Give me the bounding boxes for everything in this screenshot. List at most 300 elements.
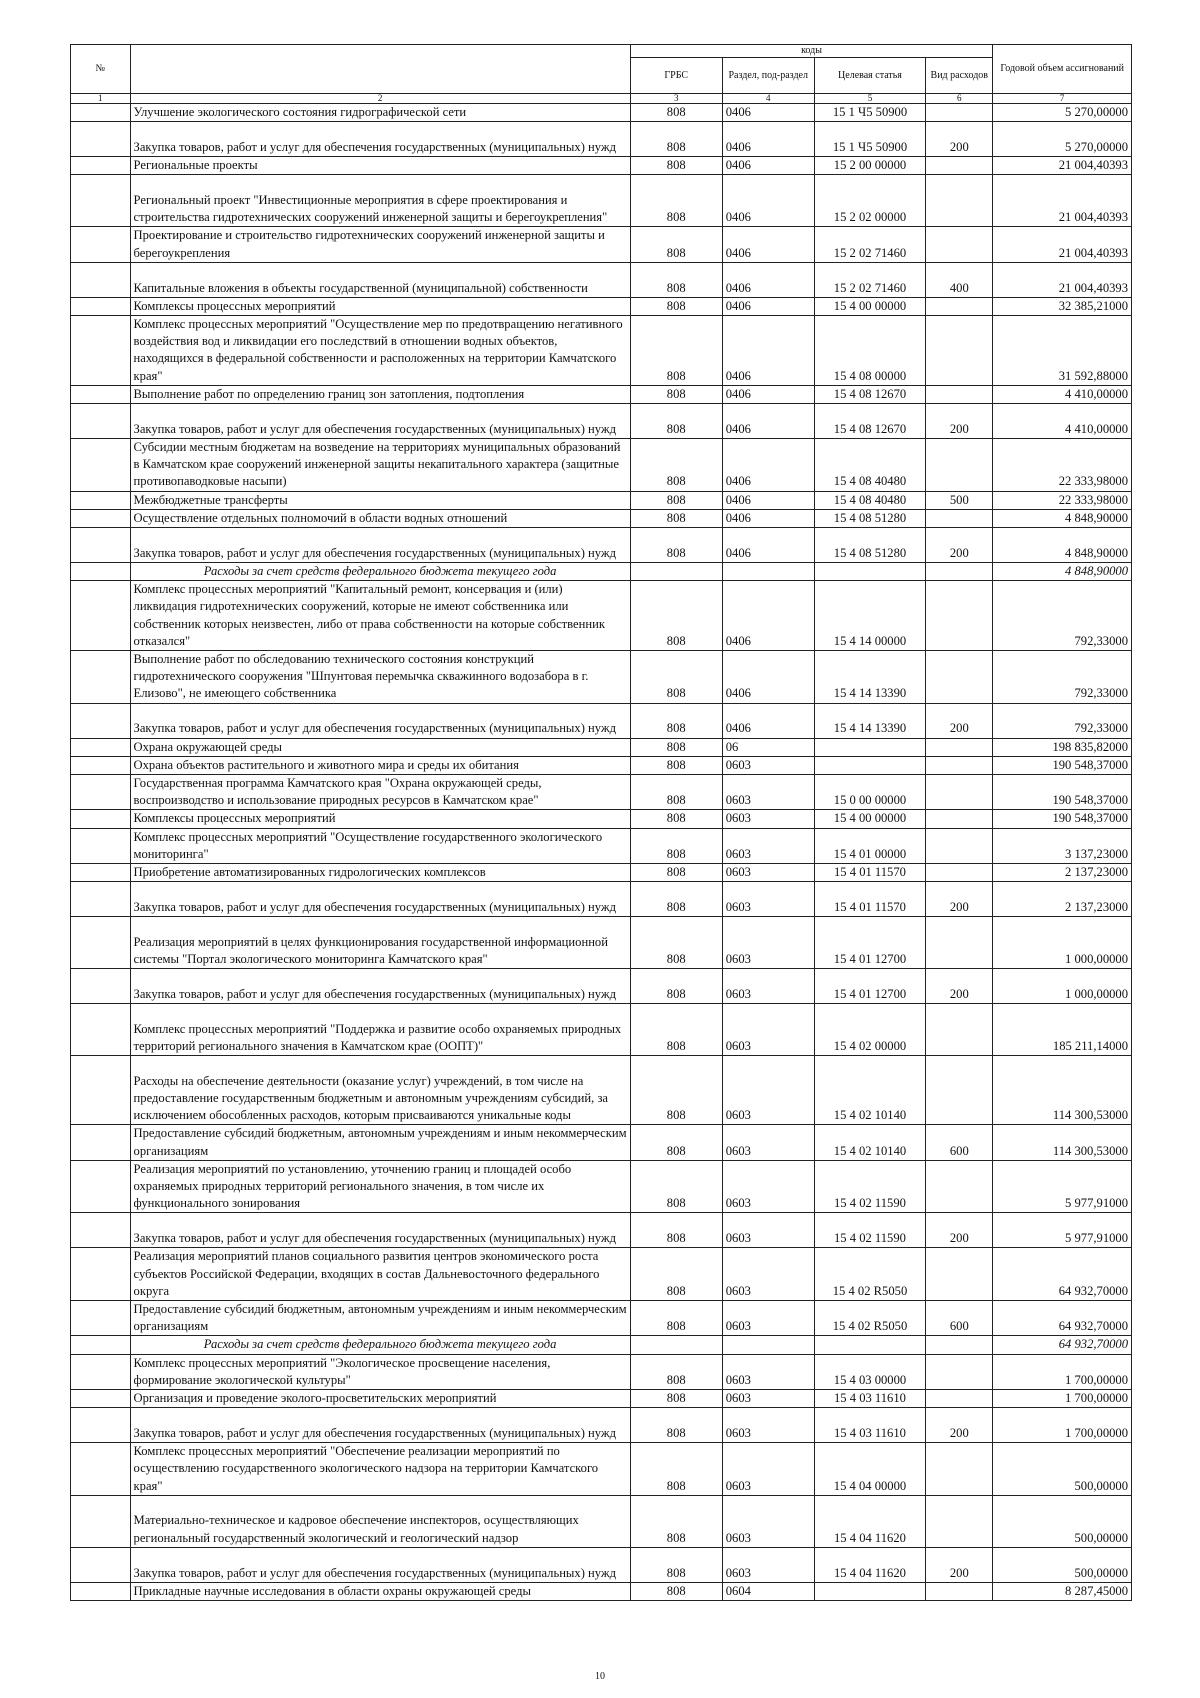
row-amount: 1 700,00000 <box>993 1354 1132 1389</box>
row-expense-type <box>926 1004 993 1056</box>
row-grbs: 808 <box>630 439 722 492</box>
row-razdel: 0406 <box>722 491 814 509</box>
row-description: Расходы на обеспечение деятельности (оказание услуг) учреждений, в том числе на предоставление государственным бюджетным и автономным учреждениям субсидий, за исключением обособленных расходов, которым присваиваются уникальные коды <box>130 1056 630 1125</box>
row-amount: 22 333,98000 <box>993 491 1132 509</box>
row-expense-type <box>926 1056 993 1125</box>
row-expense-type <box>926 563 993 581</box>
col-number: 1 <box>71 94 131 104</box>
row-razdel: 0603 <box>722 1547 814 1582</box>
row-razdel: 0603 <box>722 917 814 969</box>
row-expense-type <box>926 1336 993 1354</box>
row-amount: 21 004,40393 <box>993 227 1132 262</box>
row-number-cell <box>71 1248 131 1301</box>
row-expense-type <box>926 1248 993 1301</box>
row-razdel: 0603 <box>722 756 814 774</box>
row-description: Комплексы процессных мероприятий <box>130 810 630 828</box>
row-expense-type: 200 <box>926 404 993 439</box>
row-amount: 4 410,00000 <box>993 404 1132 439</box>
row-razdel: 0603 <box>722 882 814 917</box>
row-number-cell <box>71 1125 131 1160</box>
row-target-article: 15 1 Ч5 50900 <box>814 104 926 122</box>
table-row <box>71 1004 1132 1056</box>
row-amount: 21 004,40393 <box>993 175 1132 227</box>
page-number: 10 <box>595 1671 605 1682</box>
row-razdel: 0406 <box>722 385 814 403</box>
row-description: Расходы за счет средств федерального бюджета текущего года <box>130 563 630 581</box>
row-razdel: 0604 <box>722 1582 814 1600</box>
row-number-cell <box>71 1336 131 1354</box>
row-target-article: 15 4 08 00000 <box>814 316 926 386</box>
col-number: 3 <box>630 94 722 104</box>
row-description: Комплекс процессных мероприятий "Обеспечение реализации мероприятий по осуществлению государственного экологического надзора на территории Камчатского края" <box>130 1443 630 1496</box>
row-amount: 5 270,00000 <box>993 104 1132 122</box>
col-number: 7 <box>993 94 1132 104</box>
row-target-article: 15 4 02 10140 <box>814 1125 926 1160</box>
row-target-article: 15 4 02 11590 <box>814 1160 926 1213</box>
row-number-cell <box>71 1004 131 1056</box>
table-row <box>71 1160 1132 1213</box>
row-amount: 3 137,23000 <box>993 828 1132 863</box>
row-amount: 1 700,00000 <box>993 1389 1132 1407</box>
row-expense-type: 600 <box>926 1300 993 1335</box>
row-amount: 792,33000 <box>993 581 1132 651</box>
row-target-article: 15 4 00 00000 <box>814 810 926 828</box>
table-row <box>71 882 1132 917</box>
row-grbs: 808 <box>630 1354 722 1389</box>
row-target-article: 15 4 08 40480 <box>814 439 926 492</box>
row-expense-type <box>926 509 993 527</box>
row-grbs: 808 <box>630 703 722 738</box>
row-grbs: 808 <box>630 404 722 439</box>
table-row <box>71 1495 1132 1547</box>
row-grbs: 808 <box>630 810 722 828</box>
row-number-cell <box>71 104 131 122</box>
row-amount: 190 548,37000 <box>993 775 1132 810</box>
row-number-cell <box>71 810 131 828</box>
row-description: Осуществление отдельных полномочий в области водных отношений <box>130 509 630 527</box>
row-description: Реализация мероприятий в целях функционирования государственной информационной системы "Портал экологического мониторинга Камчатского края" <box>130 917 630 969</box>
row-number-cell <box>71 1389 131 1407</box>
row-razdel: 0603 <box>722 1213 814 1248</box>
row-amount: 1 000,00000 <box>993 917 1132 969</box>
row-expense-type: 200 <box>926 703 993 738</box>
row-expense-type: 200 <box>926 1547 993 1582</box>
row-expense-type <box>926 1495 993 1547</box>
row-description: Межбюджетные трансферты <box>130 491 630 509</box>
row-grbs: 808 <box>630 1582 722 1600</box>
row-amount: 1 000,00000 <box>993 969 1132 1004</box>
row-grbs: 808 <box>630 1213 722 1248</box>
row-number-cell <box>71 1056 131 1125</box>
row-number-cell <box>71 917 131 969</box>
row-grbs: 808 <box>630 1248 722 1301</box>
row-grbs: 808 <box>630 316 722 386</box>
col-number: 4 <box>722 94 814 104</box>
table-row <box>71 828 1132 863</box>
row-number-cell <box>71 1495 131 1547</box>
row-target-article <box>814 738 926 756</box>
table-row <box>71 385 1132 403</box>
row-number-cell <box>71 775 131 810</box>
header-number: № <box>71 45 131 94</box>
row-amount: 64 932,70000 <box>993 1300 1132 1335</box>
row-amount: 500,00000 <box>993 1495 1132 1547</box>
row-amount: 8 287,45000 <box>993 1582 1132 1600</box>
row-grbs <box>630 563 722 581</box>
row-number-cell <box>71 581 131 651</box>
table-row <box>71 1056 1132 1125</box>
row-number-cell <box>71 828 131 863</box>
row-number-cell <box>71 1582 131 1600</box>
row-target-article: 15 4 04 11620 <box>814 1547 926 1582</box>
row-grbs: 808 <box>630 969 722 1004</box>
row-target-article: 15 4 02 R5050 <box>814 1300 926 1335</box>
row-target-article: 15 4 08 12670 <box>814 404 926 439</box>
table-row <box>71 651 1132 704</box>
row-expense-type: 200 <box>926 1213 993 1248</box>
row-expense-type <box>926 738 993 756</box>
row-amount: 5 977,91000 <box>993 1213 1132 1248</box>
row-razdel: 0406 <box>722 297 814 315</box>
row-expense-type <box>926 864 993 882</box>
table-row <box>71 969 1132 1004</box>
row-razdel: 0603 <box>722 810 814 828</box>
row-expense-type <box>926 104 993 122</box>
row-grbs: 808 <box>630 1125 722 1160</box>
table-row <box>71 1547 1132 1582</box>
row-description: Закупка товаров, работ и услуг для обеспечения государственных (муниципальных) нужд <box>130 1547 630 1582</box>
header-grbs: ГРБС <box>630 58 722 94</box>
row-razdel: 0406 <box>722 122 814 157</box>
row-description: Государственная программа Камчатского края "Охрана окружающей среды, воспроизводство и использование природных ресурсов в Камчатском крае" <box>130 775 630 810</box>
row-target-article: 15 4 02 00000 <box>814 1004 926 1056</box>
row-grbs: 808 <box>630 491 722 509</box>
row-razdel: 0406 <box>722 316 814 386</box>
row-number-cell <box>71 385 131 403</box>
row-number-cell <box>71 491 131 509</box>
row-razdel: 0603 <box>722 969 814 1004</box>
row-razdel: 0406 <box>722 703 814 738</box>
row-grbs: 808 <box>630 1300 722 1335</box>
table-row <box>71 528 1132 563</box>
table-row <box>71 581 1132 651</box>
row-target-article: 15 4 14 13390 <box>814 651 926 704</box>
row-razdel: 0406 <box>722 227 814 262</box>
row-description: Выполнение работ по обследованию технического состояния конструкций гидротехнического сооружения "Шпунтовая перемычка скважинного водозабора в г. Елизово", не имеющего собственника <box>130 651 630 704</box>
row-description: Комплекс процессных мероприятий "Экологическое просвещение населения, формирование экологической культуры" <box>130 1354 630 1389</box>
row-amount: 32 385,21000 <box>993 297 1132 315</box>
row-expense-type <box>926 775 993 810</box>
row-razdel: 0406 <box>722 175 814 227</box>
row-amount: 792,33000 <box>993 651 1132 704</box>
table-row <box>71 703 1132 738</box>
row-razdel: 0406 <box>722 157 814 175</box>
row-target-article: 15 4 04 11620 <box>814 1495 926 1547</box>
row-razdel: 0603 <box>722 1125 814 1160</box>
row-razdel: 0406 <box>722 104 814 122</box>
row-expense-type: 200 <box>926 528 993 563</box>
row-amount: 190 548,37000 <box>993 756 1132 774</box>
row-expense-type <box>926 917 993 969</box>
row-expense-type <box>926 1582 993 1600</box>
row-grbs: 808 <box>630 738 722 756</box>
row-expense-type <box>926 227 993 262</box>
row-expense-type: 600 <box>926 1125 993 1160</box>
row-target-article: 15 4 14 00000 <box>814 581 926 651</box>
row-target-article: 15 2 02 00000 <box>814 175 926 227</box>
row-amount: 4 848,90000 <box>993 563 1132 581</box>
row-razdel: 0603 <box>722 1160 814 1213</box>
header-codes: коды <box>630 45 993 58</box>
row-grbs: 808 <box>630 297 722 315</box>
row-number-cell <box>71 262 131 297</box>
row-target-article <box>814 1582 926 1600</box>
row-razdel: 0603 <box>722 1443 814 1496</box>
row-grbs: 808 <box>630 1004 722 1056</box>
table-row <box>71 917 1132 969</box>
row-number-cell <box>71 651 131 704</box>
row-number-cell <box>71 439 131 492</box>
table-row <box>71 122 1132 157</box>
row-number-cell <box>71 297 131 315</box>
row-expense-type: 200 <box>926 122 993 157</box>
row-number-cell <box>71 509 131 527</box>
header-csr: Целевая статья <box>814 58 926 94</box>
row-amount: 31 592,88000 <box>993 316 1132 386</box>
table-row <box>71 297 1132 315</box>
row-target-article: 15 2 02 71460 <box>814 262 926 297</box>
row-number-cell <box>71 738 131 756</box>
row-expense-type <box>926 175 993 227</box>
row-amount: 4 848,90000 <box>993 528 1132 563</box>
row-number-cell <box>71 1408 131 1443</box>
row-expense-type: 500 <box>926 491 993 509</box>
row-amount: 64 932,70000 <box>993 1248 1132 1301</box>
row-target-article <box>814 1336 926 1354</box>
row-description: Региональный проект "Инвестиционные мероприятия в сфере проектирования и строительства гидротехнических сооружений инженерной защиты и берегоукрепления" <box>130 175 630 227</box>
row-target-article: 15 4 02 10140 <box>814 1056 926 1125</box>
row-description: Выполнение работ по определению границ зон затопления, подтопления <box>130 385 630 403</box>
row-target-article: 15 4 04 00000 <box>814 1443 926 1496</box>
row-grbs: 808 <box>630 828 722 863</box>
row-target-article: 15 2 00 00000 <box>814 157 926 175</box>
row-target-article: 15 2 02 71460 <box>814 227 926 262</box>
table-row <box>71 1354 1132 1389</box>
row-amount: 1 700,00000 <box>993 1408 1132 1443</box>
row-grbs: 808 <box>630 1056 722 1125</box>
row-amount: 114 300,53000 <box>993 1056 1132 1125</box>
row-number-cell <box>71 175 131 227</box>
row-grbs: 808 <box>630 864 722 882</box>
row-description: Комплекс процессных мероприятий "Осуществление государственного экологического мониторинга" <box>130 828 630 863</box>
table-row <box>71 738 1132 756</box>
row-expense-type <box>926 297 993 315</box>
row-target-article: 15 0 00 00000 <box>814 775 926 810</box>
row-expense-type <box>926 439 993 492</box>
row-amount: 2 137,23000 <box>993 882 1132 917</box>
row-grbs: 808 <box>630 581 722 651</box>
row-number-cell <box>71 404 131 439</box>
row-number-cell <box>71 1547 131 1582</box>
row-razdel: 0406 <box>722 581 814 651</box>
row-expense-type <box>926 810 993 828</box>
table-row <box>71 316 1132 386</box>
row-grbs: 808 <box>630 122 722 157</box>
table-row <box>71 775 1132 810</box>
row-razdel: 0406 <box>722 509 814 527</box>
row-description: Субсидии местным бюджетам на возведение на территориях муниципальных образований в Камчатском крае сооружений инженерной защиты некапитального характера (защитные противопаводковые насыпи) <box>130 439 630 492</box>
row-description: Закупка товаров, работ и услуг для обеспечения государственных (муниципальных) нужд <box>130 1213 630 1248</box>
row-razdel: 0406 <box>722 439 814 492</box>
row-razdel: 0603 <box>722 775 814 810</box>
table-row <box>71 1248 1132 1301</box>
row-expense-type <box>926 1443 993 1496</box>
row-expense-type <box>926 1389 993 1407</box>
row-description: Предоставление субсидий бюджетным, автономным учреждениям и иным некоммерческим организациям <box>130 1125 630 1160</box>
row-description: Реализация мероприятий по установлению, уточнению границ и площадей особо охраняемых природных территорий регионального значения, в том числе их функционального зонирования <box>130 1160 630 1213</box>
row-description: Охрана окружающей среды <box>130 738 630 756</box>
row-description: Закупка товаров, работ и услуг для обеспечения государственных (муниципальных) нужд <box>130 703 630 738</box>
row-target-article: 15 4 14 13390 <box>814 703 926 738</box>
column-number-row <box>71 94 1132 104</box>
row-razdel: 0603 <box>722 1354 814 1389</box>
row-razdel: 0603 <box>722 1389 814 1407</box>
table-body <box>71 104 1132 1601</box>
row-expense-type: 400 <box>926 262 993 297</box>
row-description: Проектирование и строительство гидротехнических сооружений инженерной защиты и берегоукрепления <box>130 227 630 262</box>
row-grbs: 808 <box>630 1443 722 1496</box>
table-row <box>71 810 1132 828</box>
row-target-article: 15 4 00 00000 <box>814 297 926 315</box>
row-target-article <box>814 563 926 581</box>
row-description: Комплекс процессных мероприятий "Поддержка и развитие особо охраняемых природных территорий регионального значения в Камчатском крае (ООПТ)" <box>130 1004 630 1056</box>
row-grbs: 808 <box>630 917 722 969</box>
table-row <box>71 509 1132 527</box>
row-target-article: 15 4 01 11570 <box>814 864 926 882</box>
row-amount: 198 835,82000 <box>993 738 1132 756</box>
row-expense-type <box>926 1354 993 1389</box>
row-description: Расходы за счет средств федерального бюджета текущего года <box>130 1336 630 1354</box>
row-grbs: 808 <box>630 651 722 704</box>
row-amount: 5 977,91000 <box>993 1160 1132 1213</box>
row-target-article: 15 4 02 R5050 <box>814 1248 926 1301</box>
row-amount: 500,00000 <box>993 1443 1132 1496</box>
row-grbs: 808 <box>630 1495 722 1547</box>
row-razdel: 0603 <box>722 864 814 882</box>
row-expense-type: 200 <box>926 1408 993 1443</box>
row-razdel: 0603 <box>722 1495 814 1547</box>
row-razdel: 0406 <box>722 528 814 563</box>
table-row <box>71 864 1132 882</box>
row-grbs: 808 <box>630 1389 722 1407</box>
row-description: Реализация мероприятий планов социального развития центров экономического роста субъектов Российской Федерации, входящих в состав Дальневосточного федерального округа <box>130 1248 630 1301</box>
row-number-cell <box>71 756 131 774</box>
table-row <box>71 1213 1132 1248</box>
row-description: Закупка товаров, работ и услуг для обеспечения государственных (муниципальных) нужд <box>130 1408 630 1443</box>
row-razdel: 0603 <box>722 1300 814 1335</box>
row-expense-type <box>926 581 993 651</box>
row-description: Прикладные научные исследования в области охраны окружающей среды <box>130 1582 630 1600</box>
table-row <box>71 404 1132 439</box>
row-grbs: 808 <box>630 882 722 917</box>
table-row <box>71 1300 1132 1335</box>
row-number-cell <box>71 122 131 157</box>
table-row <box>71 227 1132 262</box>
row-target-article: 15 4 08 51280 <box>814 528 926 563</box>
header-vid: Вид расходов <box>926 58 993 94</box>
row-target-article: 15 4 03 11610 <box>814 1408 926 1443</box>
row-expense-type <box>926 756 993 774</box>
row-razdel: 0603 <box>722 1056 814 1125</box>
row-grbs: 808 <box>630 104 722 122</box>
row-number-cell <box>71 563 131 581</box>
row-amount: 5 270,00000 <box>993 122 1132 157</box>
row-number-cell <box>71 528 131 563</box>
row-razdel: 0406 <box>722 404 814 439</box>
row-number-cell <box>71 969 131 1004</box>
row-number-cell <box>71 703 131 738</box>
row-amount: 500,00000 <box>993 1547 1132 1582</box>
row-grbs: 808 <box>630 1160 722 1213</box>
table-row <box>71 439 1132 492</box>
row-razdel: 06 <box>722 738 814 756</box>
row-number-cell <box>71 1160 131 1213</box>
row-amount: 114 300,53000 <box>993 1125 1132 1160</box>
row-razdel: 0406 <box>722 651 814 704</box>
table-row <box>71 1389 1132 1407</box>
budget-table <box>70 44 1132 1601</box>
row-expense-type <box>926 157 993 175</box>
table-row <box>71 1408 1132 1443</box>
header-razdel: Раздел, под-раздел <box>722 58 814 94</box>
row-description: Закупка товаров, работ и услуг для обеспечения государственных (муниципальных) нужд <box>130 404 630 439</box>
row-description: Организация и проведение эколого-просветительских мероприятий <box>130 1389 630 1407</box>
row-grbs: 808 <box>630 509 722 527</box>
row-number-cell <box>71 1354 131 1389</box>
row-target-article: 15 4 02 11590 <box>814 1213 926 1248</box>
row-target-article: 15 4 08 12670 <box>814 385 926 403</box>
row-expense-type <box>926 651 993 704</box>
row-number-cell <box>71 316 131 386</box>
row-expense-type <box>926 828 993 863</box>
row-amount: 185 211,14000 <box>993 1004 1132 1056</box>
row-number-cell <box>71 864 131 882</box>
row-amount: 190 548,37000 <box>993 810 1132 828</box>
row-description: Закупка товаров, работ и услуг для обеспечения государственных (муниципальных) нужд <box>130 969 630 1004</box>
table-row <box>71 157 1132 175</box>
federal-funds-row <box>71 563 1132 581</box>
header-description <box>130 45 630 94</box>
row-grbs: 808 <box>630 775 722 810</box>
row-expense-type: 200 <box>926 882 993 917</box>
row-amount: 4 410,00000 <box>993 385 1132 403</box>
row-amount: 21 004,40393 <box>993 157 1132 175</box>
row-grbs: 808 <box>630 385 722 403</box>
row-number-cell <box>71 1443 131 1496</box>
row-description: Охрана объектов растительного и животного мира и среды их обитания <box>130 756 630 774</box>
row-description: Улучшение экологического состояния гидрографической сети <box>130 104 630 122</box>
table-row <box>71 1582 1132 1600</box>
row-target-article: 15 4 03 00000 <box>814 1354 926 1389</box>
table-row <box>71 491 1132 509</box>
row-target-article: 15 4 01 00000 <box>814 828 926 863</box>
row-target-article: 15 4 03 11610 <box>814 1389 926 1407</box>
table-row <box>71 262 1132 297</box>
row-number-cell <box>71 1300 131 1335</box>
row-razdel <box>722 1336 814 1354</box>
row-grbs: 808 <box>630 528 722 563</box>
col-number: 6 <box>926 94 993 104</box>
